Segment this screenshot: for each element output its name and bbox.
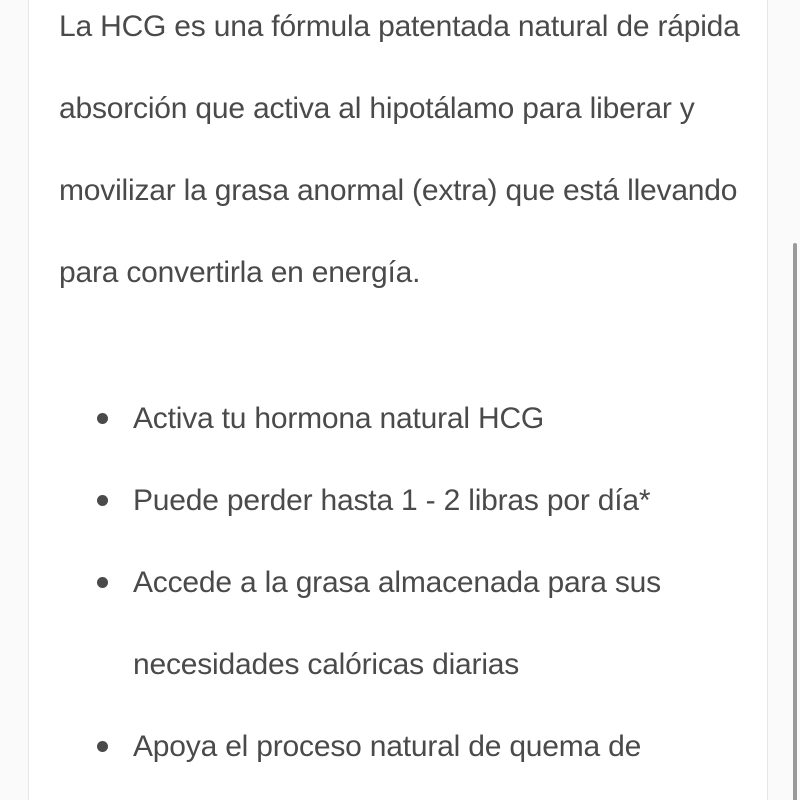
list-item-text: Apoya el proceso natural de quema de	[133, 730, 642, 763]
list-item-text: Activa tu hormona natural HCG	[133, 402, 545, 435]
list-item	[59, 378, 749, 460]
list-item	[59, 706, 749, 788]
bullet-icon	[97, 741, 108, 752]
list-item-text: Puede perder hasta 1 - 2 libras por día*	[133, 484, 651, 517]
vertical-scrollbar[interactable]	[790, 0, 800, 800]
list-item	[59, 542, 749, 706]
bullet-icon	[97, 577, 108, 588]
scrollbar-thumb[interactable]	[793, 243, 797, 800]
list-item-text: Accede a la grasa almacenada para sus necesidades calóricas diarias	[133, 566, 661, 681]
bullet-icon	[97, 495, 108, 506]
intro-paragraph-wrap	[59, 0, 749, 314]
benefits-list	[59, 378, 749, 788]
intro-paragraph: La HCG es una fórmula patentada natural de rápida absorción que activa al hipotálamo para liberar y movilizar la grasa anormal (extra) que está llevando para convertirla en energía.	[59, 10, 740, 289]
bullet-icon	[97, 413, 108, 424]
list-item	[59, 460, 749, 542]
